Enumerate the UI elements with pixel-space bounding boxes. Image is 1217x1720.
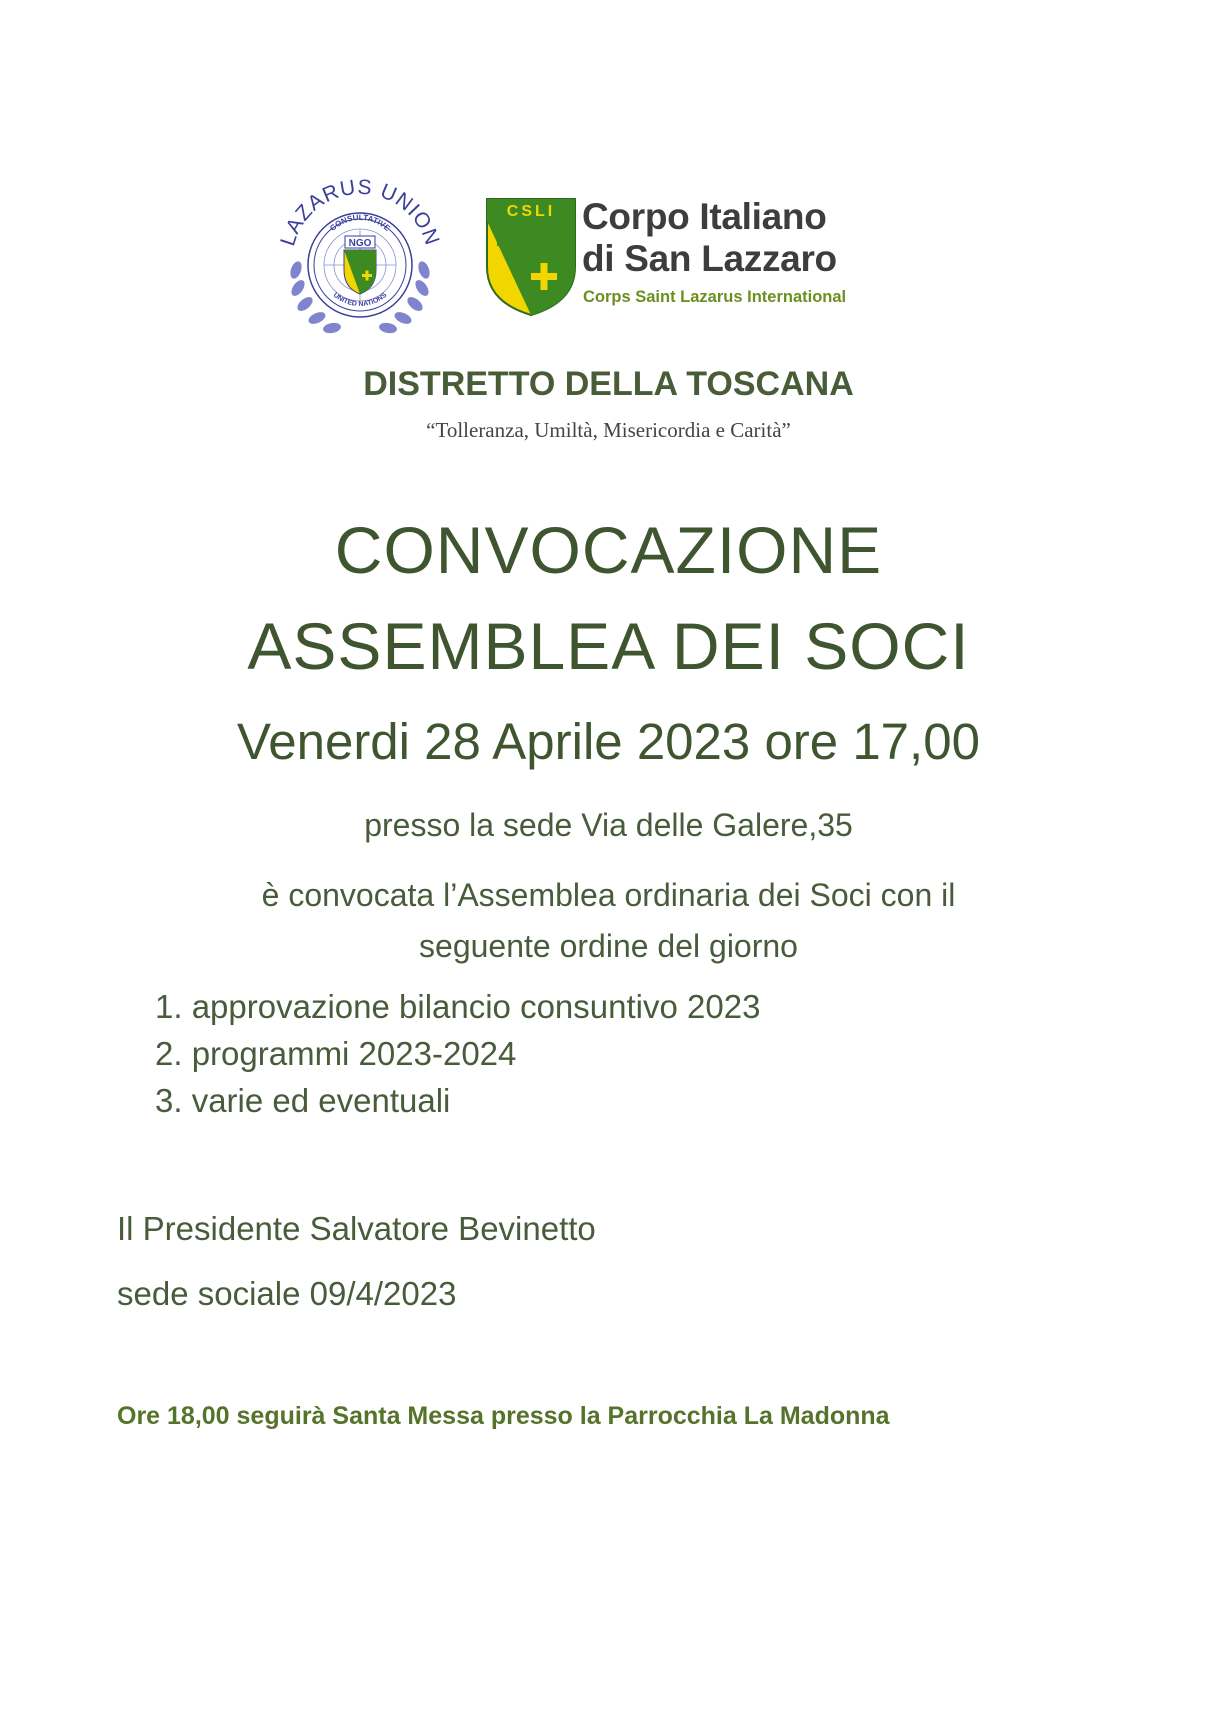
motto: “Tolleranza, Umiltà, Misericordia e Carità” bbox=[426, 418, 791, 442]
agenda-item: 3. varie ed eventuali bbox=[155, 1082, 451, 1119]
place-date: sede sociale 09/4/2023 bbox=[117, 1275, 457, 1312]
agenda-item: 1. approvazione bilancio consuntivo 2023 bbox=[155, 988, 761, 1025]
csli-name bbox=[582, 196, 837, 280]
csli-badge-text: CSLI bbox=[506, 203, 556, 220]
consultative-text: CONSULTATIVE bbox=[328, 212, 392, 233]
president-signature: Il Presidente Salvatore Bevinetto bbox=[117, 1210, 596, 1247]
title-line1: CONVOCAZIONE bbox=[334, 513, 883, 587]
convocation-line2: seguente ordine del giorno bbox=[419, 928, 798, 964]
title-line2: ASSEMBLEA DEI SOCI bbox=[247, 609, 970, 683]
convocation-text bbox=[0, 870, 1217, 972]
united-nations-text: UNITED NATIONS bbox=[331, 291, 389, 309]
convocation-line1: è convocata l’Assemblea ordinaria dei Soci con il bbox=[261, 877, 956, 913]
csli-shield-logo bbox=[485, 197, 577, 317]
ngo-badge-text: NGO bbox=[348, 238, 372, 249]
csli-subtitle: Corps Saint Lazarus International bbox=[583, 288, 847, 306]
csli-name-line1: Corpo Italiano bbox=[582, 196, 827, 237]
agenda-list bbox=[155, 983, 760, 1124]
lazarus-union-logo bbox=[270, 170, 450, 345]
district-heading: DISTRETTO DELLA TOSCANA bbox=[363, 365, 854, 403]
meeting-place: presso la sede Via delle Galere,35 bbox=[364, 807, 853, 843]
csli-name-line2: di San Lazzaro bbox=[582, 238, 837, 279]
meeting-date: Venerdi 28 Aprile 2023 ore 17,00 bbox=[237, 713, 980, 770]
agenda-item: 2. programmi 2023-2024 bbox=[155, 1035, 517, 1072]
lazarus-union-text: LAZARUS UNION bbox=[276, 175, 444, 249]
mass-notice: Ore 18,00 seguirà Santa Messa presso la Parrocchia La Madonna bbox=[117, 1402, 890, 1430]
